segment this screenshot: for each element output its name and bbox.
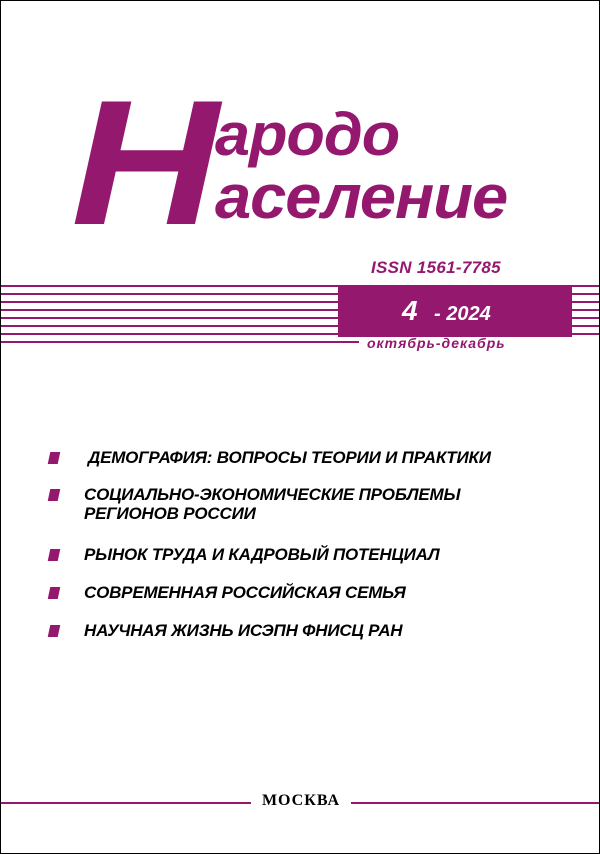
- bullet-icon: [48, 549, 61, 561]
- stripe: [572, 309, 600, 311]
- stripe: [1, 341, 359, 343]
- logo-word-top: ародо: [215, 101, 400, 168]
- stripe: [572, 325, 600, 327]
- stripe: [1, 317, 338, 319]
- stripe: [1, 333, 338, 335]
- stripe: [572, 301, 600, 303]
- journal-logo: [1, 1, 600, 262]
- logo-word-bottom: аселение: [215, 163, 508, 232]
- bullet-icon: [48, 625, 61, 637]
- bullet-icon: [48, 587, 61, 599]
- stripe: [1, 293, 338, 295]
- footer-line-right: [351, 802, 600, 804]
- issn-label: ISSN 1561-7785: [371, 258, 501, 277]
- topic-text: ДЕМОГРАФИЯ: ВОПРОСЫ ТЕОРИИ И ПРАКТИКИ: [88, 448, 491, 467]
- topic-text: СОЦИАЛЬНО-ЭКОНОМИЧЕСКИЕ ПРОБЛЕМЫ: [84, 485, 461, 504]
- issue-period: октябрь-декабрь: [367, 335, 506, 351]
- stripe: [572, 293, 600, 295]
- logo-initial: Н: [71, 63, 215, 262]
- topic-text: НАУЧНАЯ ЖИЗНЬ ИСЭПН ФНИСЦ РАН: [84, 621, 403, 640]
- city-label: МОСКВА: [261, 792, 341, 809]
- topic-text: СОВРЕМЕННАЯ РОССИЙСКАЯ СЕМЬЯ: [84, 583, 406, 602]
- stripe: [1, 309, 338, 311]
- topic-text: РЕГИОНОВ РОССИИ: [84, 504, 256, 523]
- issue-year: - 2024: [434, 303, 491, 325]
- bullet-icon: [48, 489, 61, 501]
- topic-text: РЫНОК ТРУДА И КАДРОВЫЙ ПОТЕНЦИАЛ: [84, 545, 440, 564]
- bullet-icon: [48, 452, 61, 464]
- issue-badge: [338, 285, 572, 337]
- footer-line-left: [1, 802, 251, 804]
- stripe: [1, 301, 338, 303]
- issue-number: 4: [402, 295, 418, 326]
- stripe: [572, 333, 600, 335]
- stripe: [1, 325, 338, 327]
- stripe: [572, 317, 600, 319]
